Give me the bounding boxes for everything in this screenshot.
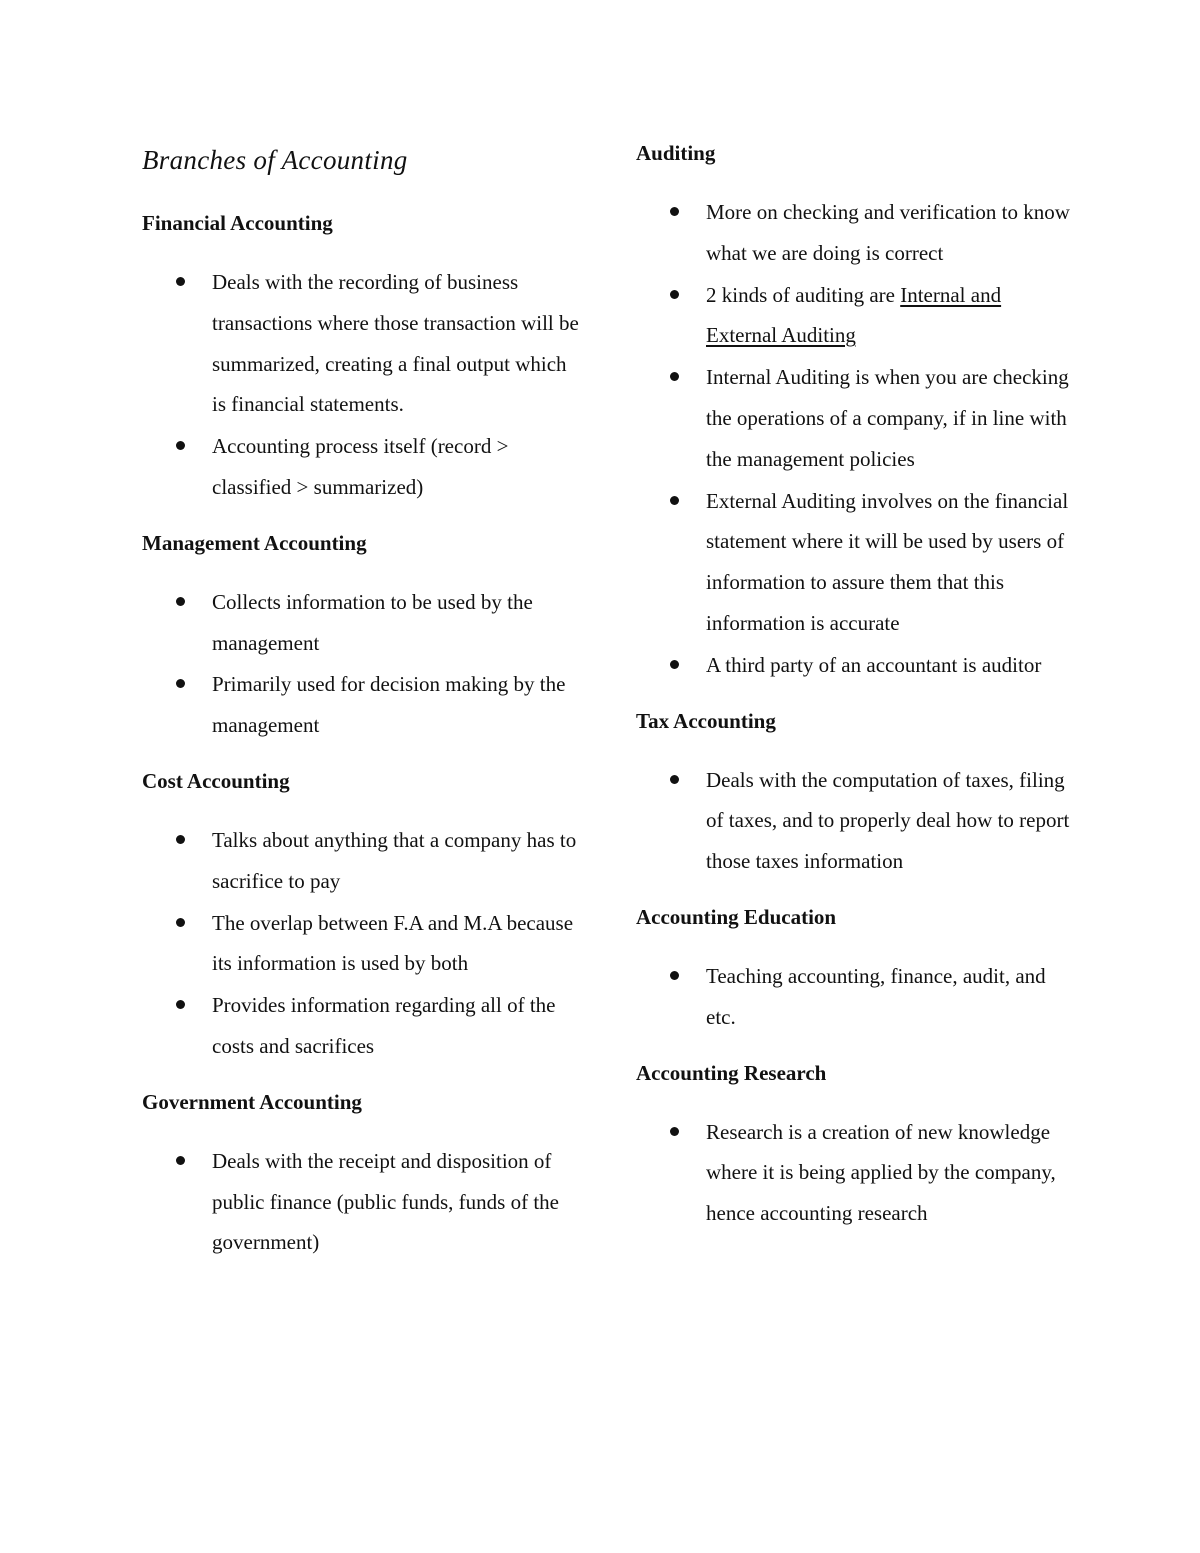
heading-tax-accounting: Tax Accounting [636,708,776,733]
bullet-icon [670,372,679,381]
bullet-icon [670,290,679,299]
bullet-icon [176,1000,185,1009]
bullet-icon [670,496,679,505]
list-item: Teaching accounting, finance, audit, and etc. [636,956,1076,1038]
heading-management-accounting: Management Accounting [142,530,367,555]
document-title: Branches of Accounting [142,145,408,175]
list-item: Primarily used for decision making by the management [142,664,582,746]
list-item: Collects information to be used by the management [142,582,582,664]
heading-government-accounting: Government Accounting [142,1089,362,1114]
heading-accounting-education: Accounting Education [636,904,837,929]
bullet-icon [176,835,185,844]
list-item: Provides information regarding all of the costs and sacrifices [142,985,582,1067]
bullet-icon [176,1156,185,1165]
bullet-icon [670,660,679,669]
bullet-icon [670,775,679,784]
list-item: Deals with the recording of business transactions where those transaction will be summarized, creating a final output which is financial statements. [142,262,582,425]
list-item: Deals with the receipt and disposition of public finance (public funds, funds of the government) [142,1141,582,1263]
bullet-icon [176,918,185,927]
list-item: Deals with the computation of taxes, filing of taxes, and to properly deal how to report those taxes information [636,760,1076,882]
bullet-icon [176,277,185,286]
heading-auditing: Auditing [636,141,716,165]
bullet-icon [670,207,679,216]
underlined-text: Internal and External Auditing [706,282,1002,348]
cost-accounting-list [142,820,582,1067]
left-column [142,140,582,1283]
bullet-icon [670,971,679,980]
list-item: External Auditing involves on the financial statement where it will be used by users of information to assure them that this information is accurate [636,481,1076,644]
management-accounting-list [142,582,582,746]
list-item: More on checking and verification to know what we are doing is correct [636,192,1076,274]
bullet-icon [176,597,185,606]
government-accounting-list [142,1141,582,1263]
bullet-icon [670,1127,679,1136]
list-item: Internal Auditing is when you are checking the operations of a company, if in line with the management policies [636,357,1076,479]
list-item: 2 kinds of auditing are Internal and External Auditing [636,275,1076,357]
financial-accounting-list [142,262,582,508]
list-item: The overlap between F.A and M.A because its information is used by both [142,903,582,985]
list-item: A third party of an accountant is auditor [636,645,1076,686]
bullet-icon [176,441,185,450]
list-item: Research is a creation of new knowledge where it is being applied by the company, hence accounting research [636,1112,1076,1234]
accounting-education-list [636,956,1076,1038]
bullet-icon [176,679,185,688]
heading-accounting-research: Accounting Research [636,1060,827,1085]
heading-cost-accounting: Cost Accounting [142,768,290,793]
accounting-research-list [636,1112,1076,1234]
auditing-list [636,192,1076,686]
heading-financial-accounting: Financial Accounting [142,211,333,235]
list-item: Talks about anything that a company has to sacrifice to pay [142,820,582,902]
list-item: Accounting process itself (record > classified > summarized) [142,426,582,508]
right-column [636,138,1076,1254]
tax-accounting-list [636,760,1076,882]
